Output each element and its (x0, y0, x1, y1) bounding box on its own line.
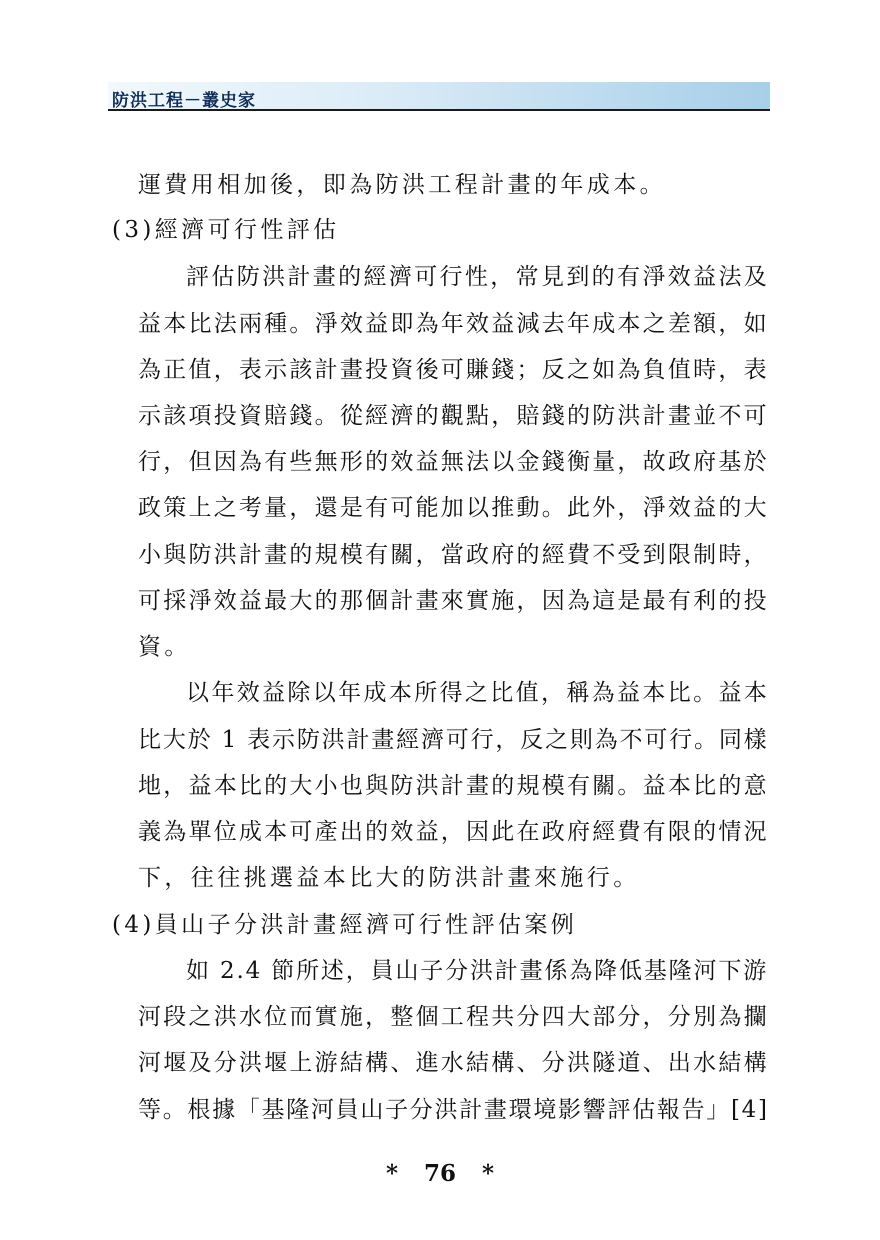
text-line: 示該項投資賠錢。從經濟的觀點，賠錢的防洪計畫並不可 (138, 403, 769, 429)
text-line: 行，但因為有些無形的效益無法以金錢衡量，故政府基於 (138, 449, 769, 475)
running-header-title: 防洪工程－叢史家 (112, 91, 256, 111)
text-line: 為正值，表示該計畫投資後可賺錢；反之如為負值時，表 (138, 357, 769, 383)
text-line: 資。 (138, 634, 191, 660)
text-line: 義為單位成本可產出的效益，因此在政府經費有限的情況 (138, 819, 769, 845)
page-number: 76 (423, 1160, 456, 1187)
page-footer (0, 1160, 880, 1187)
text-line: 比大於 1 表示防洪計畫經濟可行，反之則為不可行。同樣 (138, 727, 769, 753)
footer-star-right: * (482, 1160, 495, 1187)
text-line: 河堰及分洪堰上游結構、進水結構、分洪隧道、出水結構 (138, 1050, 769, 1076)
section-heading: (3)經濟可行性評估 (112, 217, 340, 243)
footer-star-left: * (385, 1160, 398, 1187)
text-line: 運費用相加後，即為防洪工程計畫的年成本。 (138, 172, 666, 198)
text-line: 政策上之考量，還是有可能加以推動。此外，淨效益的大 (138, 495, 769, 521)
running-header (108, 82, 770, 111)
text-line: 可採淨效益最大的那個計畫來實施，因為這是最有利的投 (138, 588, 769, 614)
text-line: 下，往往挑選益本比大的防洪計畫來施行。 (138, 865, 640, 891)
text-line: 小與防洪計畫的規模有關，當政府的經費不受到限制時， (138, 542, 769, 568)
text-line: 河段之洪水位而實施，整個工程共分四大部分，分別為攔 (138, 1004, 769, 1030)
text-line: 地，益本比的大小也與防洪計畫的規模有關。益本比的意 (138, 773, 769, 799)
text-line: 益本比法兩種。淨效益即為年效益減去年成本之差額，如 (138, 311, 769, 337)
text-line: 評估防洪計畫的經濟可行性，常見到的有淨效益法及 (186, 264, 770, 290)
text-line: 以年效益除以年成本所得之比值，稱為益本比。益本 (186, 680, 770, 706)
section-heading: (4)員山子分洪計畫經濟可行性評估案例 (112, 912, 578, 938)
text-line: 如 2.4 節所述，員山子分洪計畫係為降低基隆河下游 (186, 958, 769, 984)
text-line: 等。根據「基隆河員山子分洪計畫環境影響評估報告」[4] (138, 1097, 769, 1123)
